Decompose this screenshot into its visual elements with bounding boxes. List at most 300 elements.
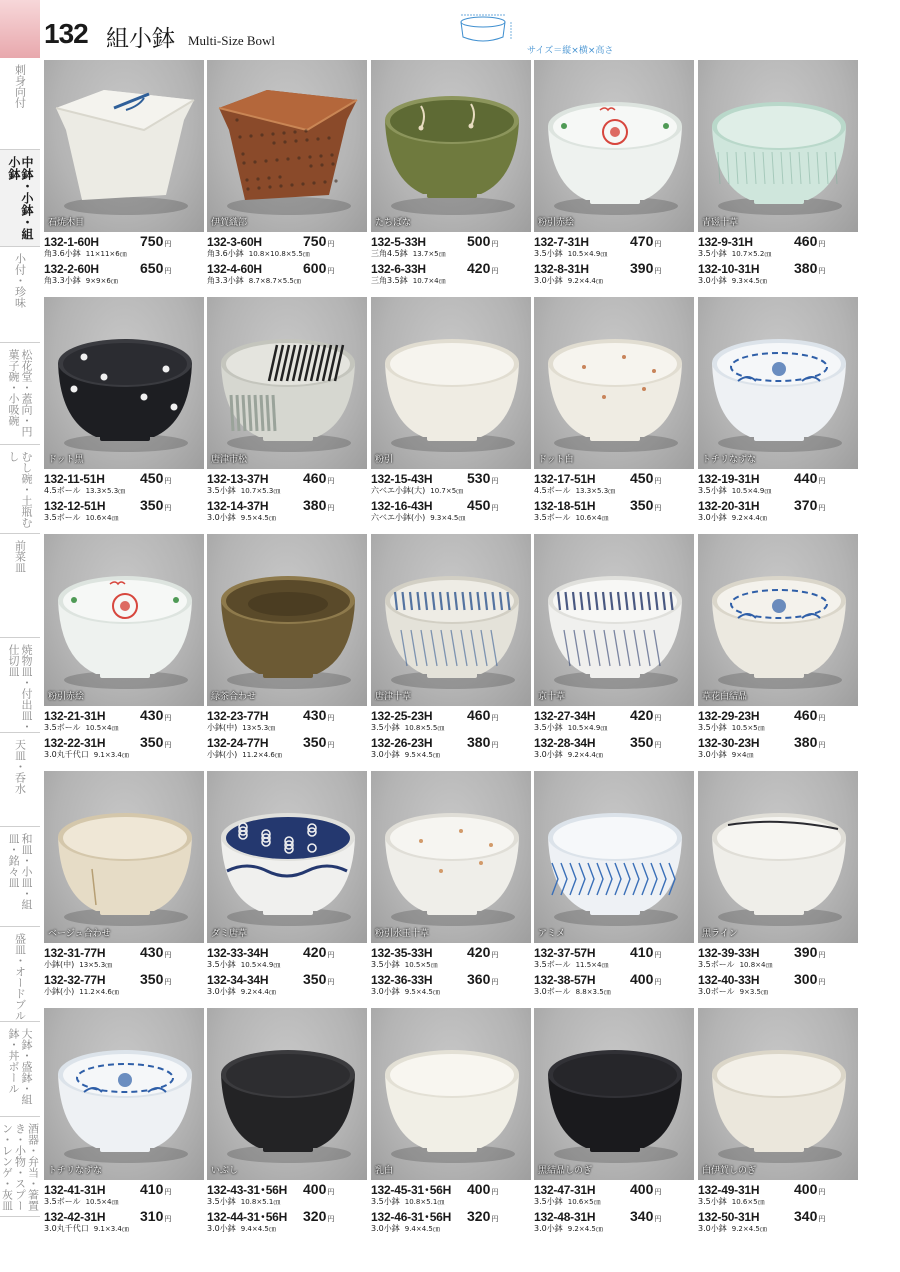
product-photo[interactable] (534, 60, 694, 232)
price-line (207, 1181, 369, 1196)
product-size: 10.8×5.1㎝ (240, 1198, 281, 1206)
product-price: 350 (630, 497, 654, 513)
product-price: 420 (303, 944, 327, 960)
product-card[interactable] (207, 534, 369, 759)
yen-suffix: 円 (654, 741, 662, 749)
yen-suffix: 円 (654, 1188, 662, 1196)
product-size: 10.6×5㎝ (567, 1198, 601, 1206)
side-index-item[interactable] (0, 638, 40, 733)
side-index-label: 天皿・呑水 (13, 739, 27, 794)
product-price: 400 (794, 1181, 818, 1197)
product-code: 132-30-23H (698, 736, 760, 750)
product-photo[interactable] (44, 1008, 204, 1180)
product-code: 132-27-34H (534, 709, 596, 723)
product-name: 京十草 (538, 692, 566, 702)
product-size: 10.5×5㎝ (731, 724, 765, 732)
product-price: 350 (140, 497, 164, 513)
yen-suffix: 円 (491, 978, 499, 986)
product-price: 360 (467, 971, 491, 987)
product-price: 460 (467, 707, 491, 723)
product-photo[interactable] (698, 297, 858, 469)
price-line (698, 470, 860, 485)
product-photo[interactable] (698, 534, 858, 706)
product-photo[interactable] (371, 534, 531, 706)
product-desc (44, 275, 206, 285)
product-type: 3.0丸千代口 (44, 750, 89, 759)
yen-suffix: 円 (327, 714, 335, 722)
product-name: アミメ (538, 929, 566, 939)
product-card[interactable] (44, 60, 206, 285)
product-type: 3.0ボール (534, 987, 571, 996)
product-price: 400 (630, 1181, 654, 1197)
product-photo[interactable] (44, 60, 204, 232)
yen-suffix: 円 (327, 477, 335, 485)
product-desc (44, 485, 206, 495)
yen-suffix: 円 (164, 267, 172, 275)
product-desc (44, 722, 206, 732)
side-index-item[interactable] (0, 534, 40, 638)
product-code: 132-50-31H (698, 1210, 760, 1224)
product-price: 320 (303, 1208, 327, 1224)
product-card[interactable] (534, 1008, 696, 1233)
product-card[interactable] (371, 60, 533, 285)
product-desc (371, 485, 533, 495)
product-code: 132-23-77H (207, 709, 269, 723)
product-desc (44, 1196, 206, 1206)
bowl-image (44, 297, 204, 469)
product-type: 3.5ボール (698, 960, 735, 969)
price-line (207, 470, 369, 485)
product-size: 9.3×4.5㎝ (731, 277, 767, 285)
price-line (44, 1208, 206, 1223)
product-type: 六ベエ小鉢(大) (371, 486, 426, 495)
product-card[interactable] (698, 297, 860, 522)
product-code: 132-28-34H (534, 736, 596, 750)
product-code: 132-17-51H (534, 472, 596, 486)
product-code: 132-40-33H (698, 973, 760, 987)
yen-suffix: 円 (491, 951, 499, 959)
price-line (371, 734, 533, 749)
product-name: 黒結晶しのぎ (538, 1166, 593, 1176)
side-index-item[interactable] (0, 150, 40, 247)
product-price: 750 (140, 233, 164, 249)
product-code: 132-10-31H (698, 262, 760, 276)
product-photo[interactable] (534, 297, 694, 469)
product-desc (698, 485, 860, 495)
product-type: 角3.6小鉢 (207, 249, 244, 258)
product-name: トチリなずな (702, 455, 757, 465)
yen-suffix: 円 (818, 504, 826, 512)
product-code: 132-41-31H (44, 1183, 106, 1197)
product-desc (44, 248, 206, 258)
product-desc (698, 986, 860, 996)
product-type: 3.0小鉢 (371, 750, 400, 759)
product-type: 3.0小鉢 (698, 276, 727, 285)
product-price: 410 (630, 944, 654, 960)
product-code: 132-21-31H (44, 709, 106, 723)
product-photo[interactable] (371, 297, 531, 469)
product-size: 13.3×5.3㎝ (85, 487, 126, 495)
product-photo[interactable] (207, 534, 367, 706)
product-code: 132-5-33H (371, 235, 426, 249)
product-card[interactable] (207, 60, 369, 285)
product-desc (207, 512, 369, 522)
product-name: 青磁十草 (702, 218, 739, 228)
product-price: 420 (467, 944, 491, 960)
product-price: 350 (303, 734, 327, 750)
product-card[interactable] (44, 771, 206, 996)
yen-suffix: 円 (327, 240, 335, 248)
product-code: 132-49-31H (698, 1183, 760, 1197)
price-line (44, 734, 206, 749)
product-desc (44, 959, 206, 969)
product-desc (534, 1196, 696, 1206)
side-index-item[interactable] (0, 445, 40, 534)
product-code: 132-25-23H (371, 709, 433, 723)
product-name: 草花白結晶 (702, 692, 748, 702)
yen-suffix: 円 (327, 978, 335, 986)
product-price: 460 (303, 470, 327, 486)
product-code: 132-29-23H (698, 709, 760, 723)
product-code: 132-2-60H (44, 262, 99, 276)
product-type: 3.0小鉢 (207, 513, 236, 522)
price-line (207, 260, 369, 275)
bowl-image (207, 534, 367, 706)
side-index-item[interactable] (0, 343, 40, 445)
yen-suffix: 円 (654, 504, 662, 512)
product-type: 角3.3小鉢 (44, 276, 81, 285)
product-photo[interactable] (371, 60, 531, 232)
size-note: サイズ＝縦×横×高さ (527, 46, 614, 56)
product-type: 3.0丸千代口 (44, 1224, 89, 1233)
product-code: 132-39-33H (698, 946, 760, 960)
product-size: 9.4×4.5㎝ (240, 1225, 276, 1233)
product-type: 3.5ボール (534, 960, 571, 969)
product-card[interactable] (371, 534, 533, 759)
product-type: 3.0小鉢 (207, 987, 236, 996)
bowl-image (207, 60, 367, 232)
product-code: 132-26-23H (371, 736, 433, 750)
side-index-label: 焼物皿・付出皿・仕切皿 (7, 644, 33, 732)
yen-suffix: 円 (818, 714, 826, 722)
product-card[interactable] (534, 534, 696, 759)
product-type: 4.5ボール (44, 486, 81, 495)
bowl-image (44, 771, 204, 943)
product-photo[interactable] (207, 60, 367, 232)
product-code: 132-45-31･56H (371, 1183, 452, 1197)
side-index-item[interactable] (0, 927, 40, 1022)
product-type: 小鉢(小) (44, 987, 75, 996)
product-price: 430 (140, 944, 164, 960)
product-desc (534, 248, 696, 258)
price-line (371, 497, 533, 512)
product-code: 132-46-31･56H (371, 1210, 452, 1224)
price-line (44, 497, 206, 512)
product-photo[interactable] (534, 534, 694, 706)
product-photo[interactable] (207, 1008, 367, 1180)
price-line (207, 1208, 369, 1223)
product-name: トチリなずな (48, 1166, 103, 1176)
product-code: 132-31-77H (44, 946, 106, 960)
side-index-item[interactable] (0, 1117, 40, 1217)
product-desc (207, 275, 369, 285)
product-price: 300 (794, 971, 818, 987)
price-line (371, 971, 533, 986)
product-type: 3.0小鉢 (534, 1224, 563, 1233)
product-card[interactable] (44, 297, 206, 522)
yen-suffix: 円 (818, 951, 826, 959)
product-card[interactable] (698, 534, 860, 759)
product-price: 460 (794, 707, 818, 723)
yen-suffix: 円 (327, 267, 335, 275)
product-photo[interactable] (44, 534, 204, 706)
product-price: 410 (140, 1181, 164, 1197)
product-code: 132-3-60H (207, 235, 262, 249)
product-card[interactable] (207, 1008, 369, 1233)
product-code: 132-35-33H (371, 946, 433, 960)
price-line (207, 497, 369, 512)
product-size: 10.6×4㎝ (575, 514, 609, 522)
yen-suffix: 円 (327, 504, 335, 512)
product-card[interactable] (44, 1008, 206, 1233)
product-card[interactable] (698, 1008, 860, 1233)
product-type: 小鉢(中) (207, 723, 238, 732)
product-photo[interactable] (534, 771, 694, 943)
product-desc (698, 1196, 860, 1206)
product-type: 3.0小鉢 (534, 276, 563, 285)
price-line (698, 497, 860, 512)
yen-suffix: 円 (654, 978, 662, 986)
product-photo[interactable] (371, 1008, 531, 1180)
yen-suffix: 円 (491, 741, 499, 749)
product-desc (207, 722, 369, 732)
product-size: 9.2×4.4㎝ (567, 277, 603, 285)
product-size: 9.2×4.4㎝ (567, 751, 603, 759)
product-size: 9.2×4.4㎝ (731, 514, 767, 522)
bowl-image (698, 60, 858, 232)
yen-suffix: 円 (491, 504, 499, 512)
product-desc (44, 512, 206, 522)
product-desc (371, 959, 533, 969)
yen-suffix: 円 (654, 714, 662, 722)
product-card[interactable] (534, 60, 696, 285)
product-photo[interactable] (44, 297, 204, 469)
product-price: 420 (630, 707, 654, 723)
product-card[interactable] (371, 297, 533, 522)
product-type: 3.0ボール (698, 987, 735, 996)
price-line (698, 1181, 860, 1196)
page-number: 132 (44, 18, 88, 49)
product-size: 10.5×5㎝ (404, 961, 438, 969)
product-name: 白伊賀しのぎ (702, 1166, 757, 1176)
product-card[interactable] (44, 534, 206, 759)
product-desc (371, 248, 533, 258)
product-card[interactable] (698, 771, 860, 996)
product-name: 乳白 (375, 1166, 394, 1176)
yen-suffix: 円 (164, 1188, 172, 1196)
product-name: ドット黒 (48, 455, 84, 465)
product-code: 132-18-51H (534, 499, 596, 513)
product-photo[interactable] (698, 771, 858, 943)
product-name: 粉引 (375, 455, 394, 465)
product-price: 430 (303, 707, 327, 723)
bowl-image (207, 1008, 367, 1180)
page-title: 組小鉢 (106, 26, 175, 52)
product-size: 13.7×5㎝ (412, 250, 446, 258)
product-photo[interactable] (44, 771, 204, 943)
side-index-label: 刺身向付 (13, 64, 27, 108)
product-card[interactable] (371, 1008, 533, 1233)
product-card[interactable] (207, 297, 369, 522)
product-code: 132-19-31H (698, 472, 760, 486)
product-code: 132-32-77H (44, 973, 106, 987)
product-size: 10.8×5.1㎝ (404, 1198, 445, 1206)
product-photo[interactable] (534, 1008, 694, 1180)
size-diagram-icon (453, 13, 523, 49)
product-type: 小鉢(中) (44, 960, 75, 969)
bowl-image (534, 297, 694, 469)
side-index-label: 中鉢・小鉢・組小鉢 (7, 156, 34, 240)
yen-suffix: 円 (654, 240, 662, 248)
bowl-image (371, 60, 531, 232)
product-type: 3.5小鉢 (207, 960, 236, 969)
price-line (371, 233, 533, 248)
product-desc (371, 749, 533, 759)
yen-suffix: 円 (327, 951, 335, 959)
product-card[interactable] (371, 771, 533, 996)
bowl-image (44, 534, 204, 706)
product-size: 10.5×4㎝ (85, 724, 119, 732)
product-photo[interactable] (698, 60, 858, 232)
product-desc (698, 275, 860, 285)
product-size: 10.5×4.9㎝ (567, 724, 608, 732)
product-price: 470 (630, 233, 654, 249)
yen-suffix: 円 (164, 951, 172, 959)
product-code: 132-11-51H (44, 472, 105, 486)
product-type: 小鉢(小) (207, 750, 238, 759)
product-desc (698, 512, 860, 522)
product-size: 10.8×4㎝ (739, 961, 773, 969)
product-type: 3.5小鉢 (207, 1197, 236, 1206)
yen-suffix: 円 (654, 951, 662, 959)
price-line (534, 971, 696, 986)
product-photo[interactable] (207, 771, 367, 943)
product-code: 132-34-34H (207, 973, 269, 987)
product-desc (207, 248, 369, 258)
bowl-image (207, 297, 367, 469)
product-size: 13.3×5.3㎝ (575, 487, 616, 495)
product-code: 132-7-31H (534, 235, 589, 249)
product-size: 10.6×4㎝ (85, 514, 119, 522)
bowl-image (698, 771, 858, 943)
product-code: 132-38-57H (534, 973, 596, 987)
price-line (534, 233, 696, 248)
product-type: 3.5ボール (534, 513, 571, 522)
product-type: 3.5小鉢 (698, 1197, 727, 1206)
product-desc (44, 986, 206, 996)
price-line (698, 1208, 860, 1223)
product-name: 緑茶合わせ (211, 692, 257, 702)
yen-suffix: 円 (818, 477, 826, 485)
yen-suffix: 円 (491, 714, 499, 722)
product-desc (698, 722, 860, 732)
product-desc (44, 1223, 206, 1233)
yen-suffix: 円 (327, 741, 335, 749)
product-size: 10.5×4.9㎝ (567, 250, 608, 258)
product-size: 13×5.3㎝ (242, 724, 276, 732)
product-code: 132-1-60H (44, 235, 99, 249)
yen-suffix: 円 (818, 1188, 826, 1196)
product-size: 10.7×5.2㎝ (731, 250, 772, 258)
yen-suffix: 円 (164, 504, 172, 512)
price-line (44, 1181, 206, 1196)
product-desc (371, 986, 533, 996)
side-index-item[interactable] (0, 1022, 40, 1117)
side-index-item[interactable] (0, 58, 40, 150)
product-desc (207, 485, 369, 495)
product-type: 六ベエ小鉢(小) (371, 513, 426, 522)
product-name: 唐津十草 (375, 692, 412, 702)
product-desc (698, 959, 860, 969)
product-card[interactable] (207, 771, 369, 996)
product-card[interactable] (534, 771, 696, 996)
price-line (698, 734, 860, 749)
product-size: 10.5×4.9㎝ (731, 487, 772, 495)
price-line (534, 944, 696, 959)
yen-suffix: 円 (818, 1215, 826, 1223)
side-index-item[interactable] (0, 733, 40, 827)
product-code: 132-6-33H (371, 262, 426, 276)
product-photo[interactable] (698, 1008, 858, 1180)
product-price: 400 (303, 1181, 327, 1197)
product-type: 3.5小鉢 (698, 249, 727, 258)
price-line (371, 1181, 533, 1196)
product-size: 11.2×4.6㎝ (242, 751, 282, 759)
side-index-item[interactable] (0, 247, 40, 343)
yen-suffix: 円 (164, 477, 172, 485)
product-name: いぶし (211, 1166, 239, 1176)
product-code: 132-15-43H (371, 472, 433, 486)
product-desc (371, 275, 533, 285)
product-photo[interactable] (207, 297, 367, 469)
yen-suffix: 円 (654, 477, 662, 485)
product-card[interactable] (698, 60, 860, 285)
bowl-image (534, 60, 694, 232)
price-line (698, 707, 860, 722)
product-type: 3.5小鉢 (371, 723, 400, 732)
product-card[interactable] (534, 297, 696, 522)
product-code: 132-33-34H (207, 946, 269, 960)
side-index-label: 松花堂・蓋向・円菓子碗・小吸碗 (7, 349, 33, 437)
product-desc (534, 722, 696, 732)
price-line (534, 497, 696, 512)
product-name: 粉引赤絵 (48, 692, 85, 702)
product-photo[interactable] (371, 771, 531, 943)
product-code: 132-37-57H (534, 946, 596, 960)
product-price: 370 (794, 497, 818, 513)
product-code: 132-44-31･56H (207, 1210, 288, 1224)
product-price: 340 (630, 1208, 654, 1224)
price-line (207, 734, 369, 749)
side-index-item[interactable] (0, 827, 40, 927)
product-type: 4.5ボール (534, 486, 571, 495)
product-name: 伊賀織部 (211, 218, 248, 228)
product-size: 9.5×4.5㎝ (240, 514, 276, 522)
price-line (698, 260, 860, 275)
product-name: 石焼木目 (48, 218, 85, 228)
product-price: 390 (794, 944, 818, 960)
product-name: ダミ唐草 (211, 929, 248, 939)
